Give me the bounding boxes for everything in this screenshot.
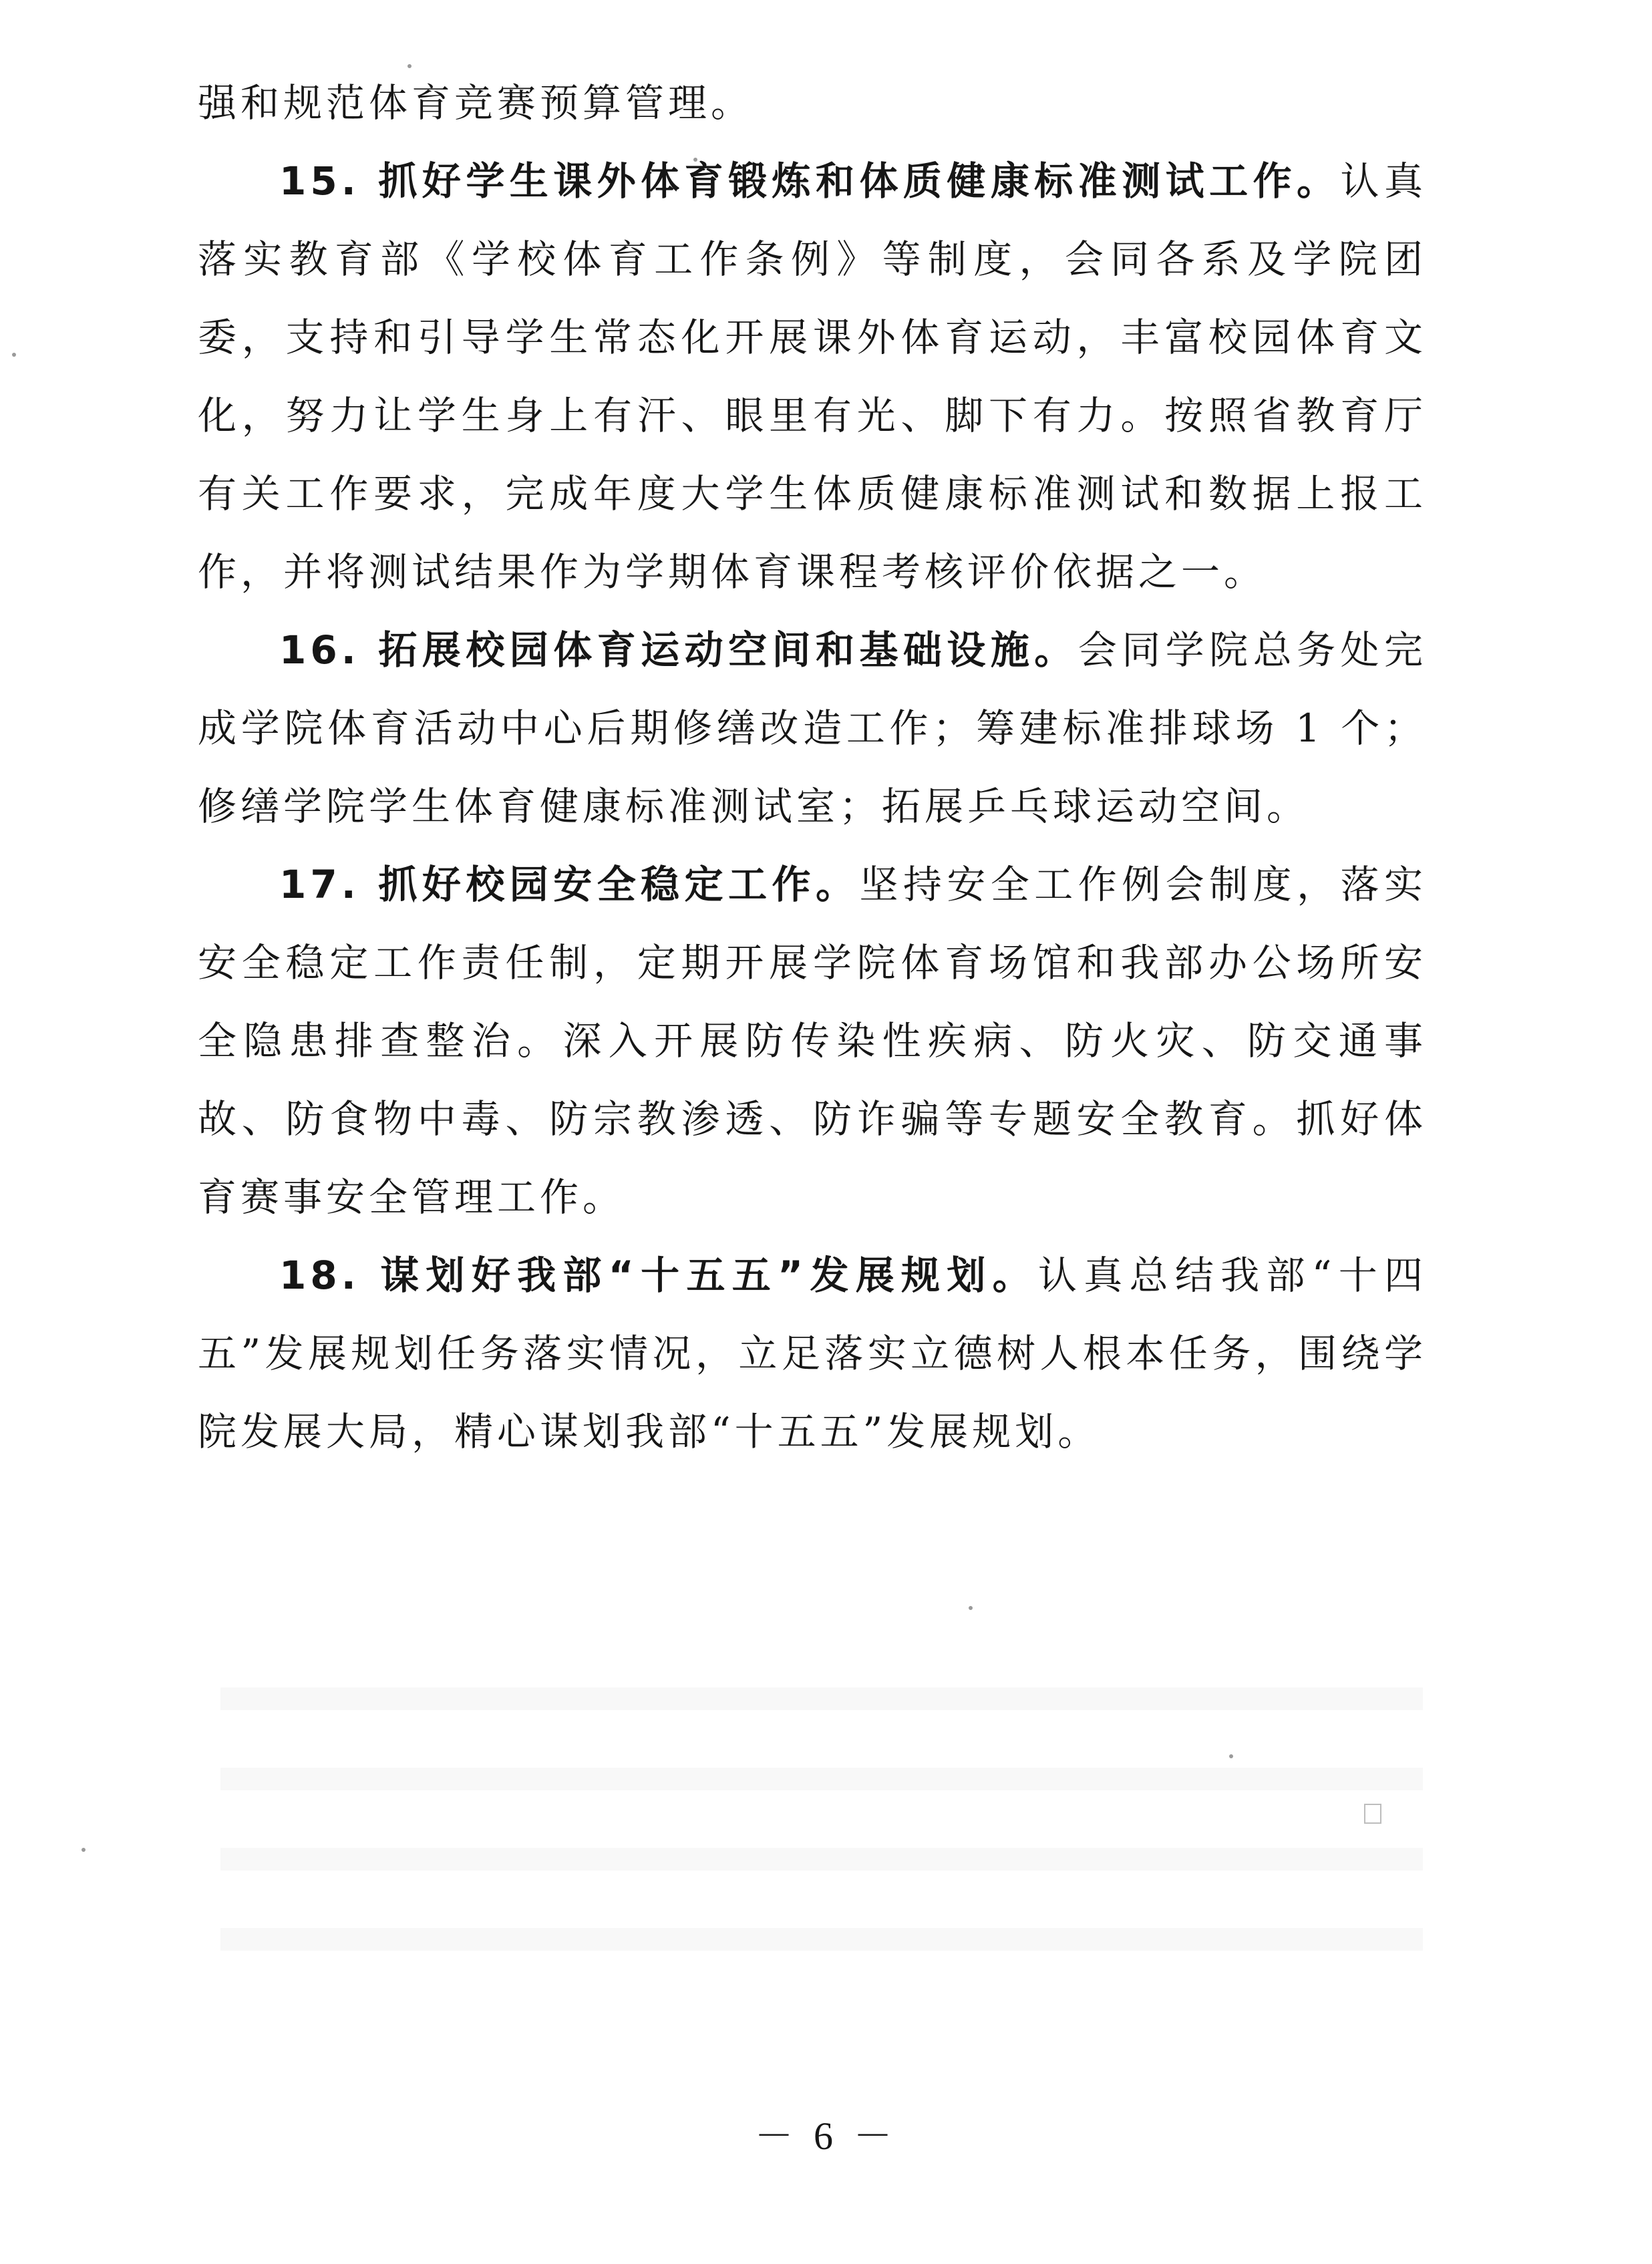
paragraph-heading: 18. 谋划好我部“十五五”发展规划。 [279,1253,1038,1298]
paragraph-continuation [198,64,1427,142]
paragraph-item-15 [198,142,1427,611]
scan-bleedthrough [220,1630,1423,2004]
paragraph-heading: 15. 抓好学生课外体育锻炼和体质健康标准测试工作。 [279,158,1341,204]
scan-speck [969,1606,973,1610]
paragraph-text: 认真落实教育部《学校体育工作条例》等制度，会同各系及学院团委，支持和引导学生常态化开展课外体育运动，丰富校园体育文化，努力让学生身上有汗、眼里有光、脚下有力。按照省教育厅有关工作要求，完成年度大学生体质健康标准测试和数据上报工作，并将测试结果作为学期体育课程考核评价依据之一。 [198,158,1427,595]
paragraph-item-17 [198,846,1427,1237]
paragraph-text: 坚持安全工作例会制度，落实安全稳定工作责任制，定期开展学院体育场馆和我部办公场所安全隐患排查整治。深入开展防传染性疾病、防火灾、防交通事故、防食物中毒、防宗教渗透、防诈骗等专题安全教育。抓好体育赛事安全管理工作。 [198,862,1427,1220]
paragraph-item-16 [198,611,1427,846]
scan-mark [1364,1804,1381,1824]
scan-speck [81,1848,86,1852]
page-number: － 6 － [754,2114,898,2158]
paragraph-text: 强和规范体育竞赛预算管理。 [198,80,754,126]
paragraph-text: 会同学院总务处完成学院体育活动中心后期修缮改造工作；筹建标准排球场 1 个；修缮学院学生体育健康标准测试室；拓展乒乓球运动空间。 [198,627,1427,829]
paragraph-text: 认真总结我部“十四五”发展规划任务落实情况，立足落实立德树人根本任务，围绕学院发展大局，精心谋划我部“十五五”发展规划。 [198,1253,1427,1454]
paragraph-item-18 [198,1237,1427,1471]
paragraph-heading: 17. 抓好校园安全稳定工作。 [279,862,860,907]
document-body [198,64,1427,1471]
scan-speck [1229,1754,1233,1758]
paragraph-heading: 16. 拓展校园体育运动空间和基础设施。 [279,627,1078,673]
scan-speck [12,353,16,357]
